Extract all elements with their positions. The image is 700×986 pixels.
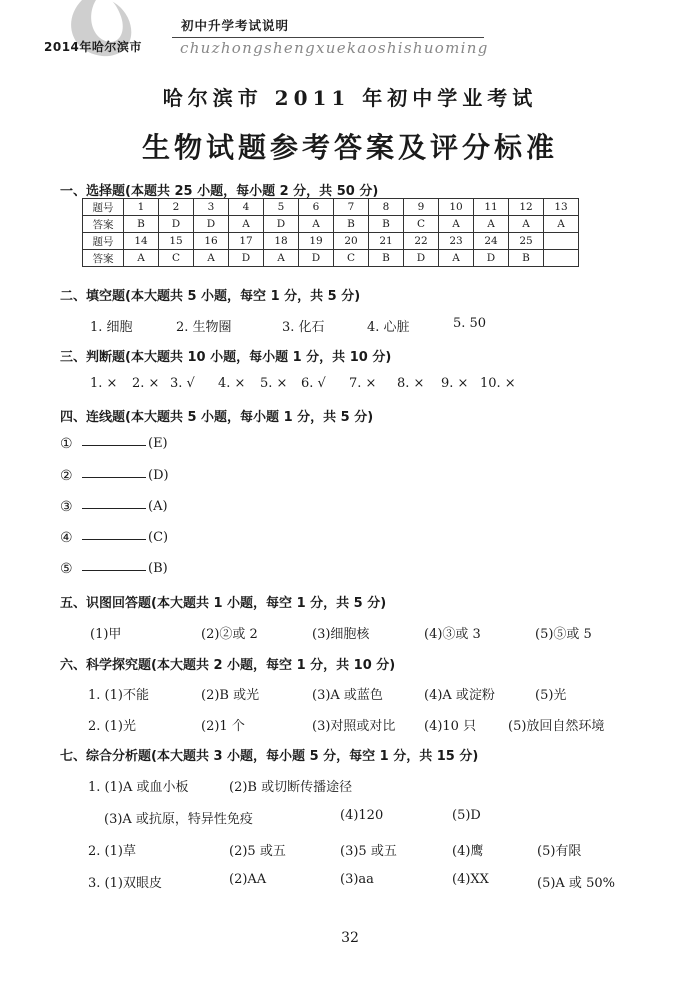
table-cell: D bbox=[264, 216, 299, 233]
table-cell: 8 bbox=[369, 199, 404, 216]
match-number: ① bbox=[60, 436, 73, 452]
answer-item: 7. × bbox=[349, 376, 377, 391]
table-row-header: 题号 bbox=[83, 199, 124, 216]
match-number: ④ bbox=[60, 530, 73, 546]
table-cell: B bbox=[509, 250, 544, 267]
answer-item: (5)⑤或 5 bbox=[535, 627, 592, 642]
table-cell: A bbox=[439, 216, 474, 233]
answer-item: (3)对照或对比 bbox=[312, 719, 396, 734]
answer-item: 5. × bbox=[260, 376, 288, 391]
connector-line bbox=[82, 570, 146, 571]
table-cell: A bbox=[194, 250, 229, 267]
table-cell: D bbox=[404, 250, 439, 267]
match-answer: (C) bbox=[148, 530, 169, 545]
match-answer: (E) bbox=[148, 436, 168, 451]
table-cell: A bbox=[439, 250, 474, 267]
table-cell: 5 bbox=[264, 199, 299, 216]
answer-item: (4)10 只 bbox=[424, 719, 477, 734]
table-cell: A bbox=[299, 216, 334, 233]
answer-item: (3)aa bbox=[340, 872, 374, 887]
answer-item: (2)AA bbox=[229, 872, 267, 887]
table-cell: A bbox=[509, 216, 544, 233]
answer-item: (2)B 或切断传播途径 bbox=[229, 780, 353, 795]
table-row-header: 题号 bbox=[83, 233, 124, 250]
page-number: 32 bbox=[341, 930, 359, 946]
table-cell: D bbox=[229, 250, 264, 267]
answer-item: (4)XX bbox=[452, 872, 489, 887]
table-cell: C bbox=[404, 216, 439, 233]
table-cell: 4 bbox=[229, 199, 264, 216]
table-cell: D bbox=[194, 216, 229, 233]
answer-item: (4)鹰 bbox=[452, 844, 484, 859]
match-number: ② bbox=[60, 468, 73, 484]
table-cell: B bbox=[124, 216, 159, 233]
document-title: 生物试题参考答案及评分标准 bbox=[141, 131, 558, 164]
table-cell: 21 bbox=[369, 233, 404, 250]
match-answer: (D) bbox=[148, 468, 169, 483]
connector-line bbox=[82, 477, 146, 478]
answer-item: 1. × bbox=[90, 376, 118, 391]
table-cell: 23 bbox=[439, 233, 474, 250]
header-year-city: 2014年哈尔滨市 bbox=[44, 40, 142, 54]
table-cell: A bbox=[124, 250, 159, 267]
table-cell: 11 bbox=[474, 199, 509, 216]
section-5-heading: 五、识图回答题(本大题共 1 小题，每空 1 分，共 5 分) bbox=[60, 596, 387, 611]
header-series-title: 初中升学考试说明 bbox=[181, 18, 290, 33]
answer-item: (3)A 或抗原，特异性免疫 bbox=[104, 812, 253, 827]
table-row bbox=[83, 199, 579, 216]
table-cell: 12 bbox=[509, 199, 544, 216]
answer-item: 6. √ bbox=[301, 376, 326, 391]
answer-item: (5)放回自然环境 bbox=[508, 719, 605, 734]
table-cell: 9 bbox=[404, 199, 439, 216]
answer-item: 4. × bbox=[218, 376, 246, 391]
table-cell: B bbox=[369, 250, 404, 267]
connector-line bbox=[82, 539, 146, 540]
table-row bbox=[83, 250, 579, 267]
table-cell: 17 bbox=[229, 233, 264, 250]
table-cell: 16 bbox=[194, 233, 229, 250]
answer-item: 3. (1)双眼皮 bbox=[88, 876, 162, 891]
answer-item: 10. × bbox=[480, 376, 516, 391]
answer-item: 2. (1)光 bbox=[88, 719, 136, 734]
table-cell: 6 bbox=[299, 199, 334, 216]
table-cell: 3 bbox=[194, 199, 229, 216]
answer-item: (5)A 或 50% bbox=[537, 876, 615, 891]
table-cell: 20 bbox=[334, 233, 369, 250]
answer-item: (4)③或 3 bbox=[424, 627, 481, 642]
table-cell bbox=[544, 250, 579, 267]
match-answer: (A) bbox=[148, 499, 168, 514]
table-cell: C bbox=[159, 250, 194, 267]
table-cell: 22 bbox=[404, 233, 439, 250]
table-cell: D bbox=[299, 250, 334, 267]
table-cell: 18 bbox=[264, 233, 299, 250]
answer-item: 1. (1)A 或血小板 bbox=[88, 780, 189, 795]
table-cell: A bbox=[264, 250, 299, 267]
section-7-heading: 七、综合分析题(本大题共 3 小题，每小题 5 分，每空 1 分，共 15 分) bbox=[60, 749, 479, 764]
table-row bbox=[83, 216, 579, 233]
answer-item: 8. × bbox=[397, 376, 425, 391]
answer-item: (5)光 bbox=[535, 688, 567, 703]
answer-item: (5)有限 bbox=[537, 844, 582, 859]
answer-item: (3)细胞核 bbox=[312, 627, 370, 642]
table-cell: 1 bbox=[124, 199, 159, 216]
section-4-heading: 四、连线题(本大题共 5 小题，每小题 1 分，共 5 分) bbox=[60, 410, 374, 425]
answer-item: (2)1 个 bbox=[201, 719, 245, 734]
answer-item: 3. √ bbox=[170, 376, 195, 391]
answer-item: 2. 生物圈 bbox=[176, 320, 232, 335]
answer-item: (2)B 或光 bbox=[201, 688, 260, 703]
answer-item: 1. (1)不能 bbox=[88, 688, 149, 703]
answer-item: 9. × bbox=[441, 376, 469, 391]
match-answer: (B) bbox=[148, 561, 168, 576]
match-number: ③ bbox=[60, 499, 73, 515]
answer-item: (4)A 或淀粉 bbox=[424, 688, 495, 703]
connector-line bbox=[82, 508, 146, 509]
answer-item: (3)A 或蓝色 bbox=[312, 688, 383, 703]
table-cell: 10 bbox=[439, 199, 474, 216]
answer-item: 4. 心脏 bbox=[367, 320, 410, 335]
answer-item: (4)120 bbox=[340, 808, 384, 823]
section-6-heading: 六、科学探究题(本大题共 2 小题，每空 1 分，共 10 分) bbox=[60, 658, 396, 673]
table-cell: 15 bbox=[159, 233, 194, 250]
answer-item: 2. (1)草 bbox=[88, 844, 136, 859]
table-cell: 24 bbox=[474, 233, 509, 250]
answer-item: (2)②或 2 bbox=[201, 627, 258, 642]
table-cell: 14 bbox=[124, 233, 159, 250]
table-cell bbox=[544, 233, 579, 250]
header-pinyin: chuzhongshengxuekaoshishuoming bbox=[180, 39, 489, 57]
section-3-heading: 三、判断题(本大题共 10 小题，每小题 1 分，共 10 分) bbox=[60, 350, 392, 365]
table-cell: 2 bbox=[159, 199, 194, 216]
table-cell: 7 bbox=[334, 199, 369, 216]
section-2-heading: 二、填空题(本大题共 5 小题，每空 1 分，共 5 分) bbox=[60, 289, 361, 304]
connector-line bbox=[82, 445, 146, 446]
table-cell: 25 bbox=[509, 233, 544, 250]
answer-item: (5)D bbox=[452, 808, 481, 823]
exam-title: 哈尔滨市 2011 年初中学业考试 bbox=[162, 86, 538, 110]
table-cell: D bbox=[474, 250, 509, 267]
table-cell: A bbox=[229, 216, 264, 233]
table-row-header: 答案 bbox=[83, 216, 124, 233]
answer-item: 1. 细胞 bbox=[90, 320, 133, 335]
table-cell: A bbox=[544, 216, 579, 233]
table-row-header: 答案 bbox=[83, 250, 124, 267]
match-number: ⑤ bbox=[60, 561, 73, 577]
table-cell: D bbox=[159, 216, 194, 233]
answer-item: 3. 化石 bbox=[282, 320, 325, 335]
answer-item: (1)甲 bbox=[90, 627, 122, 642]
header-rule bbox=[172, 37, 484, 38]
table-cell: 13 bbox=[544, 199, 579, 216]
table-cell: C bbox=[334, 250, 369, 267]
answer-item: 5. 50 bbox=[453, 316, 487, 331]
table-cell: B bbox=[334, 216, 369, 233]
table-cell: 19 bbox=[299, 233, 334, 250]
table-cell: B bbox=[369, 216, 404, 233]
section-1-heading: 一、选择题(本题共 25 小题，每小题 2 分，共 50 分) bbox=[60, 184, 379, 199]
answer-item: (2)5 或五 bbox=[229, 844, 286, 859]
table-cell: A bbox=[474, 216, 509, 233]
answer-item: 2. × bbox=[132, 376, 160, 391]
answer-item: (3)5 或五 bbox=[340, 844, 397, 859]
choice-answer-table bbox=[82, 198, 579, 267]
table-row bbox=[83, 233, 579, 250]
